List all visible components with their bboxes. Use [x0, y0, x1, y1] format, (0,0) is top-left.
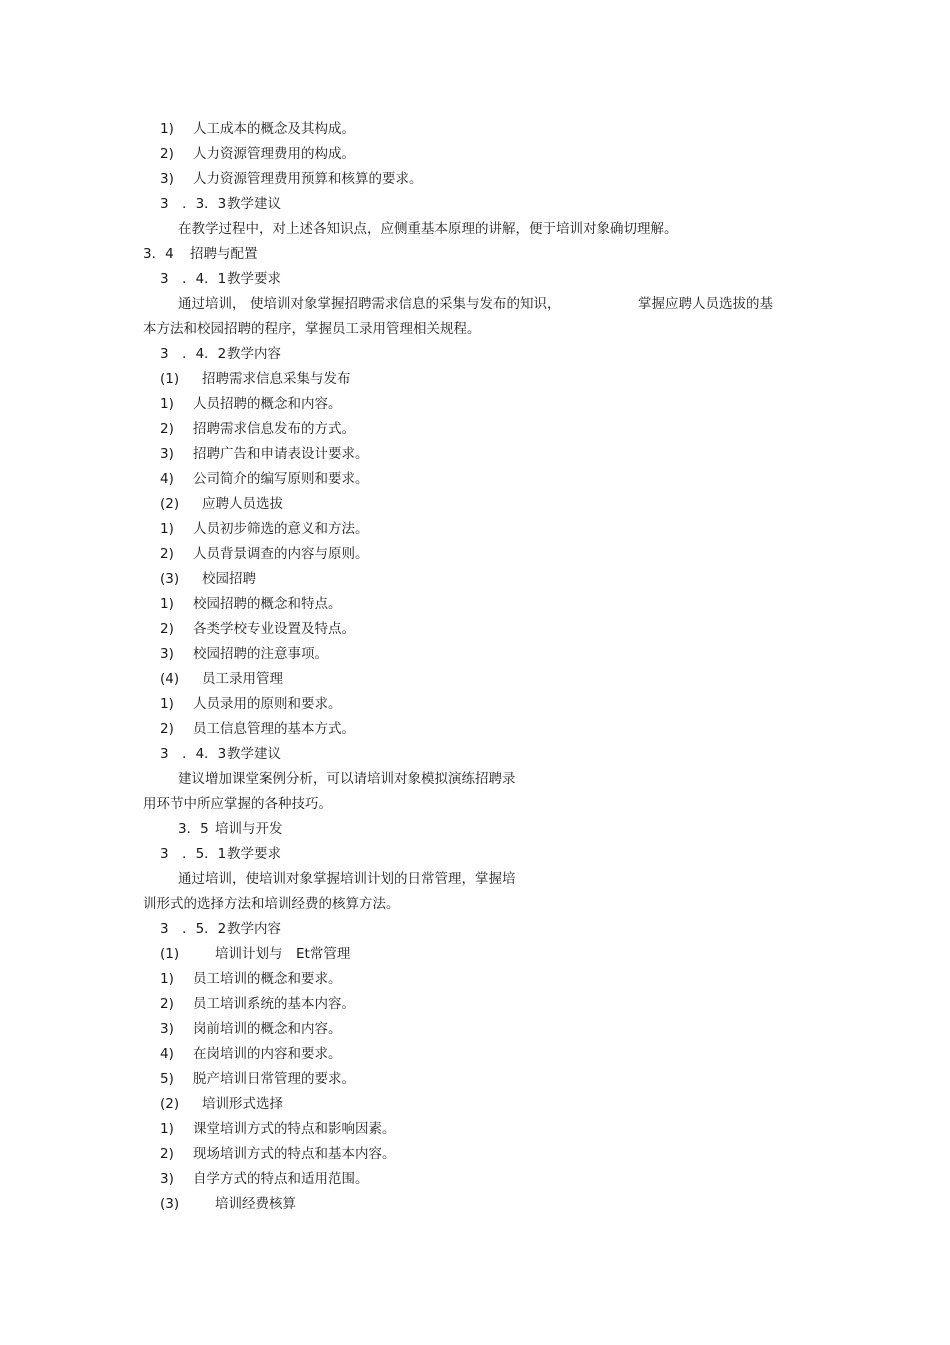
line-text: 校园招聘的注意事项。 — [193, 646, 328, 662]
line-number: 3 ．5．2 — [160, 921, 227, 937]
line-text: 教学要求 — [227, 271, 281, 287]
line-number: 1) — [160, 521, 174, 537]
line-text: 教学建议 — [227, 746, 281, 762]
line-text: 自学方式的特点和适用范围。 — [193, 1171, 369, 1187]
line-number: (2) — [160, 1096, 180, 1112]
line-number: 1) — [160, 596, 174, 612]
line-text: 培训形式选择 — [202, 1096, 283, 1112]
line-text: 员工培训的概念和要求。 — [193, 971, 342, 987]
line-text: 通过培训，使培训对象掌握培训计划的日常管理，掌握培 — [178, 871, 516, 887]
line-text: 员工培训系统的基本内容。 — [193, 996, 355, 1012]
line-number: 3) — [160, 171, 174, 187]
line-number: 2) — [160, 421, 174, 437]
line-text: 本方法和校园招聘的程序，掌握员工录用管理相关规程。 — [143, 321, 481, 337]
line-text: 使培训对象掌握招聘需求信息的采集与发布的知识， — [250, 296, 561, 312]
line-number: (3) — [160, 1196, 180, 1212]
line-text: 教学要求 — [227, 846, 281, 862]
line-number: 1) — [160, 396, 174, 412]
line-text: 建议增加课堂案例分析，可以请培训对象模拟演练招聘录 — [178, 771, 516, 787]
line-text: 员工信息管理的基本方式。 — [193, 721, 355, 737]
line-number: (1) — [160, 371, 180, 387]
line-number: 2) — [160, 546, 174, 562]
line-text: 教学建议 — [227, 196, 281, 212]
line-text: 招聘需求信息采集与发布 — [202, 371, 351, 387]
line-text: 教学内容 — [227, 921, 281, 937]
line-number: (2) — [160, 496, 180, 512]
line-text: 课堂培训方式的特点和影响因素。 — [193, 1121, 396, 1137]
line-number: 2) — [160, 996, 174, 1012]
line-number: 2) — [160, 621, 174, 637]
line-number: 通过培训， — [178, 296, 246, 312]
line-number: 1) — [160, 1121, 174, 1137]
line-number: 3 ．4．3 — [160, 746, 227, 762]
line-number: 3) — [160, 446, 174, 462]
line-text: 用环节中所应掌握的各种技巧。 — [143, 796, 332, 812]
line-number: 3 ．3．3 — [160, 196, 227, 212]
line-text: 现场培训方式的特点和基本内容。 — [193, 1146, 396, 1162]
line-number: (3) — [160, 571, 180, 587]
line-text: 培训计划与 Et常管理 — [215, 946, 351, 962]
line-number: 2) — [160, 1146, 174, 1162]
line-text: 人员录用的原则和要求。 — [193, 696, 342, 712]
line-text: 训形式的选择方法和培训经费的核算方法。 — [143, 896, 400, 912]
line-number: 3) — [160, 1021, 174, 1037]
line-number: 5) — [160, 1071, 174, 1087]
line-text: 各类学校专业设置及特点。 — [193, 621, 355, 637]
line-number: 3) — [160, 646, 174, 662]
line-text: 员工录用管理 — [202, 671, 283, 687]
line-number: 1) — [160, 971, 174, 987]
line-text: 脱产培训日常管理的要求。 — [193, 1071, 355, 1087]
line-text: 人力资源管理费用的构成。 — [193, 146, 355, 162]
line-text: 公司简介的编写原则和要求。 — [193, 471, 369, 487]
line-text: 岗前培训的概念和内容。 — [193, 1021, 342, 1037]
line-number: 3．4 — [143, 246, 174, 262]
line-number: 3 ．5．1 — [160, 846, 227, 862]
line-number: 1) — [160, 121, 174, 137]
line-text: 校园招聘 — [202, 571, 256, 587]
line-text-continued: 掌握应聘人员选拔的基 — [638, 296, 773, 312]
line-text: 招聘需求信息发布的方式。 — [193, 421, 355, 437]
line-number: 3．5 — [178, 821, 209, 837]
line-text: 在岗培训的内容和要求。 — [193, 1046, 342, 1062]
line-text: 招聘广告和申请表设计要求。 — [193, 446, 369, 462]
line-text: 人工成本的概念及其构成。 — [193, 121, 355, 137]
line-number: 3 ．4．2 — [160, 346, 227, 362]
line-text: 培训经费核算 — [215, 1196, 296, 1212]
line-text: 人力资源管理费用预算和核算的要求。 — [193, 171, 423, 187]
line-number: 4) — [160, 1046, 174, 1062]
line-text: 教学内容 — [227, 346, 281, 362]
line-number: 1) — [160, 696, 174, 712]
line-text: 招聘与配置 — [190, 246, 258, 262]
line-text: 人员初步筛选的意义和方法。 — [193, 521, 369, 537]
line-number: 4) — [160, 471, 174, 487]
line-text: 应聘人员选拔 — [202, 496, 283, 512]
line-number: 3) — [160, 1171, 174, 1187]
line-number: 2) — [160, 721, 174, 737]
line-number: 3 ．4．1 — [160, 271, 227, 287]
line-number: 2) — [160, 146, 174, 162]
line-text: 校园招聘的概念和特点。 — [193, 596, 342, 612]
line-text: 人员背景调查的内容与原则。 — [193, 546, 369, 562]
line-text: 人员招聘的概念和内容。 — [193, 396, 342, 412]
line-text: 在教学过程中，对上述各知识点，应侧重基本原理的讲解，便于培训对象确切理解。 — [178, 221, 678, 237]
line-text: 培训与开发 — [215, 821, 283, 837]
line-number: (4) — [160, 671, 180, 687]
line-number: (1) — [160, 946, 180, 962]
